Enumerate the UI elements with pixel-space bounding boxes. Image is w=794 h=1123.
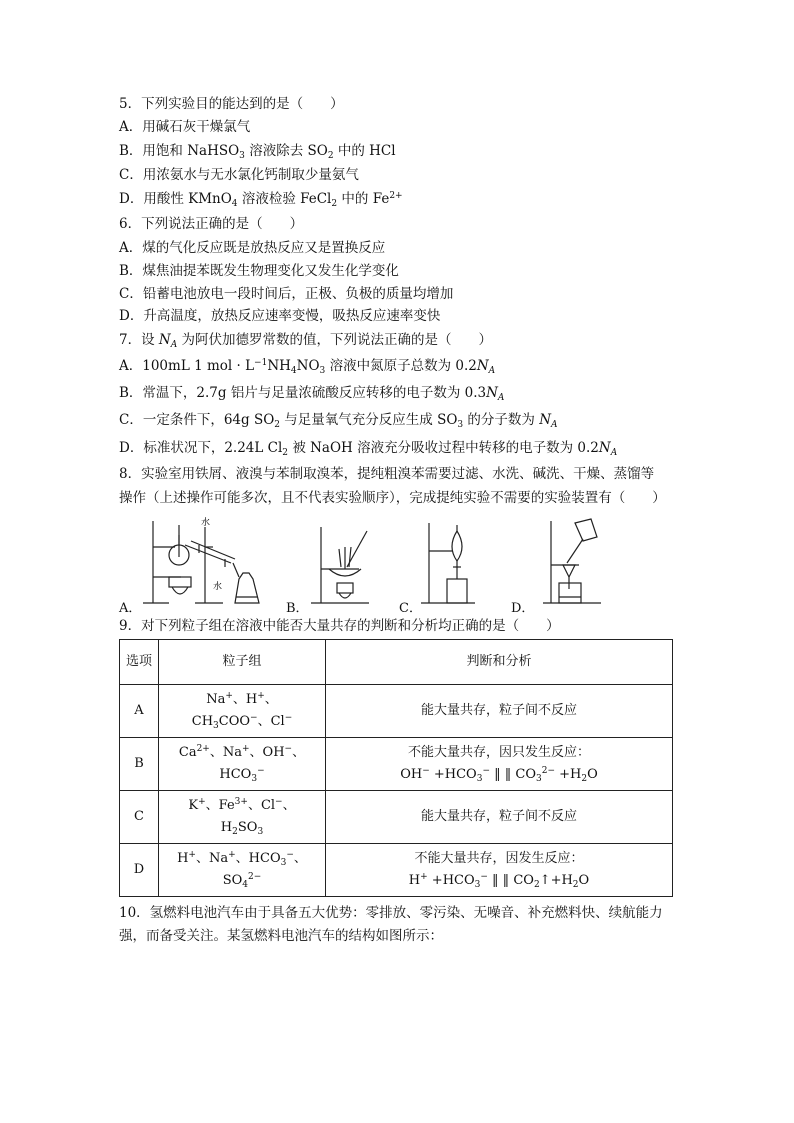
row-option: D: [120, 844, 159, 897]
apparatus-label-a: A．: [119, 601, 142, 616]
table-row: [120, 685, 673, 738]
table-row: [120, 738, 673, 791]
q5-option-a: A．用碱石灰干燥氯气: [119, 119, 251, 135]
water-label-bottom: 水: [213, 582, 223, 592]
q8-stem-line1: 8．实验室用铁屑、液溴与苯制取溴苯，提纯粗溴苯需要过滤、水洗、碱洗、干燥、蒸馏等: [119, 466, 655, 482]
distillation-apparatus-figure: [139, 517, 269, 609]
header-option: 选项: [120, 640, 159, 685]
q5-option-b: B．用饱和 NaHSO$_3$ 溶液除去 $SO_2$ 中的 HCl: [119, 143, 396, 161]
row-particles: K+、$Fe^{3+}$、Cl−、 $H_2SO_3$: [159, 791, 326, 844]
row-analysis: 不能大量共存，因只发生反应： $OH^- +HCO_3^-$ ‖ ‖ $CO_3^{2-} +H_2O$: [326, 738, 673, 791]
filtration-apparatus-figure: [539, 517, 609, 609]
row-analysis: 能大量共存，粒子间不反应: [326, 685, 673, 738]
row-particles: H+、Na+、$HCO_3^-$、 $SO_4^{2-}$: [159, 844, 326, 897]
q10-line1: 10．氢燃料电池汽车由于具备五大优势：零排放、零污染、无噪音、补充燃料快、续航能力: [119, 905, 663, 921]
q10-line2: 强，而备受关注。某氢燃料电池汽车的结构如图所示：: [119, 928, 443, 944]
apparatus-label-d: D．: [511, 601, 535, 616]
q8-apparatus-figures: [119, 517, 679, 616]
q7-option-a: A．100mL 1 mol · $L^{-1}NH_4NO_3$ 溶液中氮原子总数为 $0.2N_A$: [119, 358, 496, 376]
table-row: [120, 791, 673, 844]
header-analysis: 判断和分析: [326, 640, 673, 685]
q9-table: [119, 639, 673, 897]
row-option: B: [120, 738, 159, 791]
q5-option-d: D．用酸性 KMnO$_4$ 溶液检验 FeCl$_2$ 中的 $Fe^{2+}$: [119, 191, 403, 209]
q9-stem: 9．对下列粒子组在溶液中能否大量共存的判断和分析均正确的是（ ）: [119, 618, 560, 634]
row-particles: $Ca^{2+}$、Na+、OH−、 $HCO_3^-$: [159, 738, 326, 791]
apparatus-label-c: C．: [399, 601, 422, 616]
evaporation-apparatus-figure: [309, 517, 379, 609]
row-particles: Na+、H+、 $CH_3COO^-$、Cl−: [159, 685, 326, 738]
separatory-funnel-figure: [419, 517, 479, 609]
q6-option-a: A．煤的气化反应既是放热反应又是置换反应: [119, 240, 386, 256]
water-label-top: 水: [201, 518, 211, 528]
q5-stem: 5．下列实验目的能达到的是（ ）: [119, 96, 344, 112]
q7-option-b: B．常温下，2.7g 铝片与足量浓硫酸反应转移的电子数为 $0.3N_A$: [119, 385, 505, 403]
q6-option-d: D．升高温度，放热反应速率变慢，吸热反应速率变快: [119, 308, 441, 324]
header-particles: 粒子组: [159, 640, 326, 685]
q7-option-d: D．标准状况下，2.24L $Cl_2$ 被 NaOH 溶液充分吸收过程中转移的电子数为 $0.2N_A$: [119, 440, 618, 458]
row-option: C: [120, 791, 159, 844]
q6-option-b: B．煤焦油提苯既发生物理变化又发生化学变化: [119, 263, 399, 279]
q8-stem-line2: 操作（上述操作可能多次，且不代表实验顺序），完成提纯实验不需要的实验装置有（ ）: [119, 490, 666, 506]
q6-stem: 6．下列说法正确的是（ ）: [119, 216, 304, 232]
row-option: A: [120, 685, 159, 738]
q7-stem: 7．设 $N_A$ 为阿伏加德罗常数的值，下列说法正确的是（ ）: [119, 332, 492, 350]
row-analysis: 能大量共存，粒子间不反应: [326, 791, 673, 844]
table-header-row: [120, 640, 673, 685]
q5-option-c: C．用浓氨水与无水氯化钙制取少量氨气: [119, 167, 359, 183]
q6-option-c: C．铅蓄电池放电一段时间后，正极、负极的质量均增加: [119, 286, 454, 302]
row-analysis: 不能大量共存，因发生反应： $H^+ +HCO_3^-$ ‖ ‖ $CO_2↑+H_2O$: [326, 844, 673, 897]
table-row: [120, 844, 673, 897]
apparatus-label-b: B．: [286, 601, 309, 616]
q7-option-c: C．一定条件下，64g $SO_2$ 与足量氧气充分反应生成 $SO_3$ 的分子数为 $N_A$: [119, 412, 558, 430]
